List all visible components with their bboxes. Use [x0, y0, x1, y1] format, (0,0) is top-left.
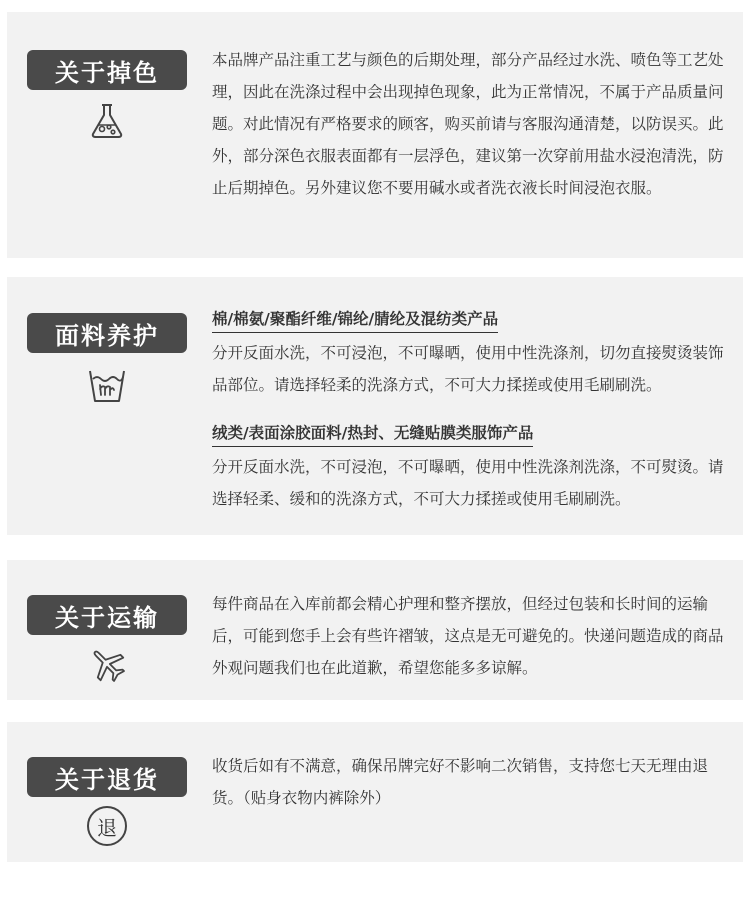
flask-icon — [87, 100, 127, 140]
care-group-heading: 棉/棉氨/聚酯纤维/锦纶/腈纶及混纺类产品 — [212, 306, 498, 333]
section-body — [212, 303, 737, 515]
section-title: 关于运输 — [27, 595, 187, 635]
section-body — [212, 750, 737, 814]
section-color-fading — [7, 12, 743, 258]
section-returns — [7, 722, 743, 862]
section-shipping — [7, 560, 743, 700]
care-group-text: 分开反面水洗，不可浸泡，不可曝晒，使用中性洗涤剂，切勿直接熨烫装饰品部位。请选择轻柔的洗涤方式，不可大力揉搓或使用毛刷刷洗。 — [212, 344, 724, 394]
section-fabric-care — [7, 277, 743, 535]
section-title: 关于掉色 — [27, 50, 187, 90]
section-body — [212, 588, 737, 684]
care-group-text: 分开反面水洗，不可浸泡，不可曝晒，使用中性洗涤剂洗涤，不可熨烫。请选择轻柔、缓和的洗涤方式，不可大力揉搓或使用毛刷刷洗。 — [212, 458, 724, 508]
section-title: 面料养护 — [27, 313, 187, 353]
care-group-heading: 绒类/表面涂胶面料/热封、无缝贴膜类服饰产品 — [212, 420, 533, 447]
body-text: 收货后如有不满意，确保吊牌完好不影响二次销售，支持您七天无理由退货。（贴身衣物内裤除外） — [212, 757, 709, 807]
section-body — [212, 44, 737, 204]
body-text: 本品牌产品注重工艺与颜色的后期处理，部分产品经过水洗、喷色等工艺处理，因此在洗涤过程中会出现掉色现象，此为正常情况，不属于产品质量问题。对此情况有严格要求的顾客，购买前请与客服沟通清楚，以防误买。此外，部分深色衣服表面都有一层浮色，建议第一次穿前用盐水浸泡清洗，防止后期掉色。另外建议您不要用碱水或者洗衣液长时间浸泡衣服。 — [212, 51, 724, 197]
body-text: 每件商品在入库前都会精心护理和整齐摆放，但经过包装和长时间的运输后，可能到您手上会有些许褶皱，这点是无可避免的。快递问题造成的商品外观问题我们也在此道歉，希望您能多多谅解。 — [212, 595, 724, 677]
wash-tub-icon — [87, 365, 127, 405]
return-icon: 退 — [87, 806, 127, 846]
airplane-icon — [87, 644, 127, 684]
section-title: 关于退货 — [27, 757, 187, 797]
